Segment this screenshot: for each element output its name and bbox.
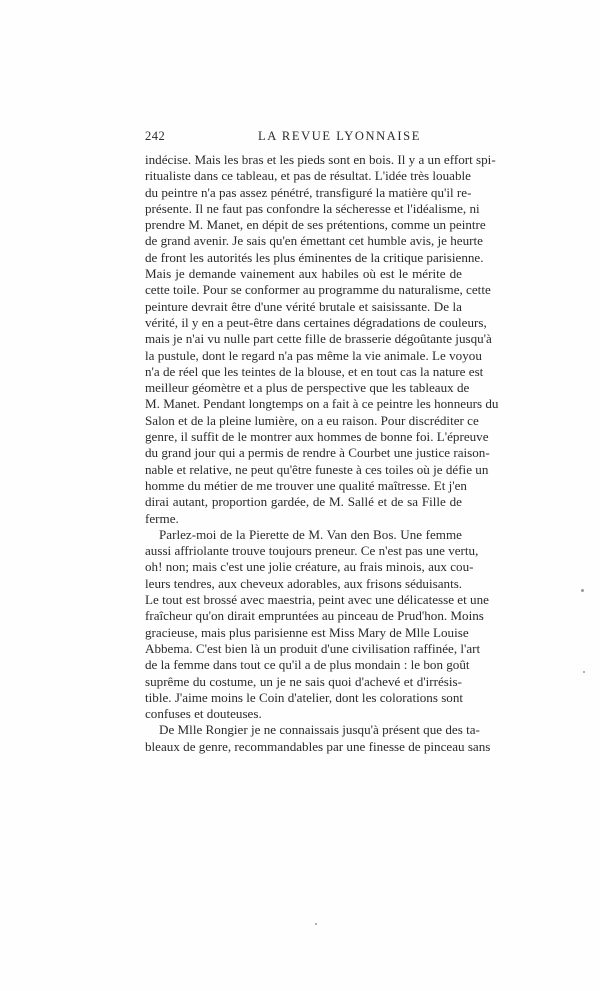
paragraph <box>145 152 499 527</box>
text-line: nable et relative, ne peut qu'être funeste à ces toiles où je défie un <box>145 461 489 477</box>
text-line: ferme. <box>145 510 179 526</box>
text-line: indécise. Mais les bras et les pieds sont en bois. Il y a un effort spi- <box>145 152 496 167</box>
text-line: confuses et douteuses. <box>145 706 262 722</box>
text-line: genre, il suffit de le montrer aux hommes de bonne foi. L'épreuve <box>145 429 489 445</box>
text-line: mais je n'ai vu nulle part cette fille de brasserie dégoûtante jusqu'à <box>145 331 492 347</box>
text-line: Mais je demande vainement aux habiles où est le mérite de <box>145 266 462 282</box>
text-line: présente. Il ne faut pas confondre la sécheresse et l'idéalisme, ni <box>145 200 480 216</box>
print-speck <box>581 589 584 592</box>
text-line: peinture devrait être d'une vérité brutale et saisissante. De la <box>145 298 462 314</box>
text-line: aussi affriolante trouve toujours preneur. Ce n'est pas une vertu, <box>145 543 479 559</box>
text-line: dirai autant, proportion gardée, de M. Sallé et de sa Fille de <box>145 494 462 510</box>
text-line: M. Manet. Pendant longtemps on a fait à ce peintre les honneurs du <box>145 396 499 412</box>
text-line: Parlez-moi de la Pierette de M. Van den Bos. Une femme <box>159 526 462 542</box>
text-line: gracieuse, mais plus parisienne est Miss Mary de Mlle Louise <box>145 624 469 640</box>
page-header <box>145 129 460 147</box>
text-line: ritualiste dans ce tableau, et pas de résultat. L'idée très louable <box>145 168 471 184</box>
text-line: homme du métier de me trouver une qualité maîtresse. Et j'en <box>145 477 467 493</box>
print-speck <box>315 923 317 925</box>
text-line: suprême du costume, un je ne sais quoi d'achevé et d'irrésis- <box>145 673 462 689</box>
text-line: Abbema. C'est bien là un produit d'une civilisation raffinée, l'art <box>145 640 481 656</box>
running-title: LA REVUE LYONNAISE <box>258 129 421 143</box>
text-line: cette toile. Pour se conformer au programme du naturalisme, cette <box>145 282 491 298</box>
text-line: vérité, il y en a peut-être dans certaines dégradations de couleurs, <box>145 314 487 330</box>
text-line: Salon et de la pleine lumière, on a eu raison. Pour discréditer ce <box>145 412 479 428</box>
text-line: du peintre n'a pas assez pénétré, transfiguré la matière qu'il re- <box>145 184 472 200</box>
text-line: fraîcheur qu'on dirait empruntées au pinceau de Prud'hon. Moins <box>145 608 484 624</box>
paragraph <box>145 526 489 723</box>
text-line: leurs tendres, aux cheveux adorables, aux frisons séduisants. <box>145 575 463 591</box>
paragraph <box>145 722 491 755</box>
text-line: la pustule, dont le regard n'a pas même la vie animale. Le voyou <box>145 347 482 363</box>
text-line: de front les autorités les plus éminentes de la critique parisienne. <box>145 249 484 265</box>
text-line: oh! non; mais c'est une jolie créature, au frais minois, aux cou- <box>145 559 474 575</box>
text-line: De Mlle Rongier je ne connaissais jusqu'à présent que des ta- <box>159 722 480 738</box>
text-line: n'a de réel que les teintes de la blouse, et en tout cas la nature est <box>145 363 484 379</box>
text-line: meilleur géomètre et a plus de perspective que les tableaux de <box>145 380 470 396</box>
print-speck <box>583 671 585 673</box>
text-line: bleaux de genre, recommandables par une finesse de pinceau sans <box>145 738 491 754</box>
text-line: du grand jour qui a permis de rendre à Courbet une justice raison- <box>145 445 490 461</box>
text-line: de grand avenir. Je sais qu'en émettant cet humble avis, je heurte <box>145 233 483 249</box>
text-line: de la femme dans tout ce qu'il a de plus mondain : le bon goût <box>145 657 470 673</box>
page-number: 242 <box>145 129 166 143</box>
body-text <box>145 152 499 755</box>
text-line: tible. J'aime moins le Coin d'atelier, dont les colorations sont <box>145 689 464 705</box>
text-line: prendre M. Manet, en dépit de ses prétentions, comme un peintre <box>145 217 486 233</box>
text-line: Le tout est brossé avec maestria, peint avec une délicatesse et une <box>145 592 489 608</box>
